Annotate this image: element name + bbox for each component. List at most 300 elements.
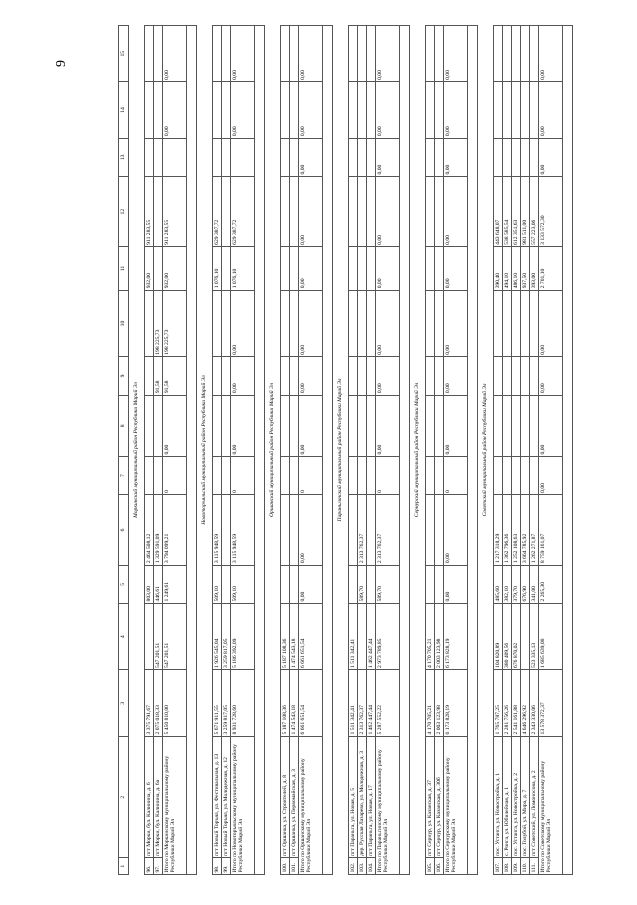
value-cell: [435, 357, 444, 395]
value-cell: 3 664 785,92: [521, 495, 530, 565]
value-cell: [358, 26, 367, 82]
row-number: 109.: [512, 858, 521, 875]
value-cell: [349, 357, 358, 395]
column-number: 12: [119, 177, 129, 247]
region-title: Советский муниципальный район Республики Марий Эл: [478, 26, 494, 875]
value-cell: 523 335,13: [530, 603, 539, 669]
total-value-cell: 3 133 572,30: [539, 177, 563, 247]
spacer-cell: [187, 26, 197, 875]
value-cell: [530, 138, 539, 176]
value-cell: 393,00: [530, 247, 539, 290]
value-cell: [426, 395, 435, 456]
total-value-cell: [231, 138, 255, 176]
total-value-cell: 0,00: [376, 290, 400, 356]
value-cell: [530, 357, 539, 395]
value-cell: [367, 247, 376, 290]
total-value-cell: 0,00: [376, 138, 400, 176]
value-cell: [145, 395, 154, 456]
row-number: 104.: [367, 858, 376, 875]
total-value-cell: 0,00: [539, 138, 563, 176]
value-cell: [349, 247, 358, 290]
value-cell: [213, 26, 222, 82]
table-row: [530, 26, 539, 875]
value-cell: [222, 565, 231, 603]
total-value-cell: 0,00: [444, 290, 468, 356]
address-cell: пгт Сернур, ул. Казанская, д. 37: [426, 736, 435, 857]
value-cell: [213, 357, 222, 395]
value-cell: 1 362 796,36: [503, 495, 512, 565]
total-value-cell: 8 759 161,07: [539, 495, 563, 565]
value-cell: [281, 82, 290, 138]
address-cell: пгт Оршанка, ул. Строителей, д. 8: [281, 736, 290, 857]
value-cell: [213, 290, 222, 356]
table-row: [435, 26, 444, 875]
value-cell: [222, 247, 231, 290]
value-cell: [290, 495, 299, 565]
total-value-cell: 547 201,51: [163, 603, 187, 669]
address-cell: пгт Морки, бул. Калинина, д. 6: [145, 736, 154, 857]
budget-table: [118, 25, 573, 875]
value-cell: [145, 82, 154, 138]
row-number: 101.: [290, 858, 299, 875]
total-value-cell: 0,00: [444, 395, 468, 456]
value-cell: 547 201,51: [154, 603, 163, 669]
value-cell: [367, 26, 376, 82]
region-title: Моркинский муниципальный район Республики Марий Эл: [129, 26, 145, 875]
region-title: Новоторъяльский муниципальный район Республики Марий Эл: [197, 26, 213, 875]
value-cell: [145, 26, 154, 82]
value-cell: [435, 138, 444, 176]
value-cell: [503, 395, 512, 456]
value-cell: [222, 357, 231, 395]
value-cell: 538 585,54: [503, 177, 512, 247]
total-value-cell: 0,00: [539, 82, 563, 138]
value-cell: [290, 395, 299, 456]
address-cell: с. Ронга, ул. Юбилейная, д. 1: [503, 736, 512, 857]
total-value-cell: 0,00: [163, 26, 187, 82]
value-cell: [213, 82, 222, 138]
value-cell: [367, 395, 376, 456]
value-cell: [358, 138, 367, 176]
total-value-cell: 0,00: [444, 565, 468, 603]
row-number: 100.: [281, 858, 290, 875]
value-cell: 803,00: [145, 565, 154, 603]
total-value-cell: 0,00: [539, 26, 563, 82]
row-number: 98.: [213, 858, 222, 875]
value-cell: [349, 495, 358, 565]
value-cell: [521, 456, 530, 494]
value-cell: [521, 603, 530, 669]
value-cell: 629 387,72: [213, 177, 222, 247]
total-row: [299, 26, 323, 875]
address-cell: пгт Оршанка, ул. Первомайская, д. 3: [290, 736, 299, 857]
value-cell: 2 343 330,06: [530, 670, 539, 736]
value-cell: [426, 138, 435, 176]
table-row: [521, 26, 530, 875]
address-cell: пгт Новый Торъял, ул. Молодежная, д. 12: [222, 736, 231, 857]
value-cell: [426, 177, 435, 247]
total-value-cell: 0,00: [444, 138, 468, 176]
spacer-cell: [468, 26, 478, 875]
value-cell: 1 511 342,41: [349, 603, 358, 669]
address-cell: пос. Голубой, ул. Мира, д. 7: [521, 736, 530, 857]
value-cell: 4 170 705,21: [426, 670, 435, 736]
column-number-header: [119, 26, 129, 875]
table-row: [281, 26, 290, 875]
value-cell: [503, 82, 512, 138]
value-cell: 1 474 543,18: [290, 670, 299, 736]
total-row: [444, 26, 468, 875]
row-number: 108.: [503, 858, 512, 875]
value-cell: [281, 565, 290, 603]
value-cell: [281, 247, 290, 290]
column-number: 4: [119, 603, 129, 669]
total-value-cell: 0: [299, 456, 323, 494]
value-cell: [426, 495, 435, 565]
row-number: 111.: [530, 858, 539, 875]
total-value-cell: 0,00: [539, 456, 563, 494]
column-number: 3: [119, 670, 129, 736]
value-cell: 4 646 296,92: [521, 670, 530, 736]
value-cell: [222, 495, 231, 565]
value-cell: [349, 565, 358, 603]
value-cell: [512, 26, 521, 82]
value-cell: [435, 177, 444, 247]
value-cell: [367, 138, 376, 176]
table-body: [129, 26, 573, 875]
total-value-cell: 2 313 762,37: [376, 495, 400, 565]
value-cell: 446,61: [154, 565, 163, 603]
value-cell: [503, 456, 512, 494]
value-cell: 1 262 271,87: [530, 495, 539, 565]
total-value-cell: 0,00: [299, 247, 323, 290]
value-cell: 1 217 318,29: [494, 495, 503, 565]
table-row: [367, 26, 376, 875]
value-cell: 589,70: [358, 565, 367, 603]
spacer-cell: [255, 26, 265, 875]
total-value-cell: 0,00: [444, 82, 468, 138]
value-cell: [349, 456, 358, 494]
total-value-cell: 0,00: [299, 357, 323, 395]
value-cell: 937,50: [521, 247, 530, 290]
total-value-cell: 0,00: [376, 357, 400, 395]
total-value-cell: 3 794 099,21: [163, 495, 187, 565]
total-label: Итого по Параньгинскому муниципальному району Республики Марий Эл: [376, 736, 400, 874]
value-cell: 932,00: [145, 247, 154, 290]
address-cell: пгт Сернур, ул. Казанская, д. 30б: [435, 736, 444, 857]
value-cell: [290, 565, 299, 603]
value-cell: [145, 138, 154, 176]
column-number: 5: [119, 565, 129, 603]
region-row: [478, 26, 494, 875]
value-cell: [521, 82, 530, 138]
value-cell: [281, 495, 290, 565]
value-cell: [521, 395, 530, 456]
value-cell: 1 462 447,44: [367, 603, 376, 669]
row-number: 102.: [349, 858, 358, 875]
value-cell: [358, 82, 367, 138]
total-value-cell: 1 685 639,00: [539, 603, 563, 669]
total-value-cell: 0: [231, 456, 255, 494]
spacer-row: [187, 26, 197, 875]
value-cell: 1 076,10: [213, 247, 222, 290]
value-cell: 1 462 447,44: [367, 670, 376, 736]
total-value-cell: 6 661 651,54: [299, 670, 323, 736]
total-value-cell: 0,00: [163, 82, 187, 138]
value-cell: [222, 26, 231, 82]
value-cell: [213, 395, 222, 456]
value-cell: [290, 357, 299, 395]
value-cell: [290, 177, 299, 247]
value-cell: [145, 290, 154, 356]
value-cell: 981 511,00: [521, 177, 530, 247]
value-cell: [349, 290, 358, 356]
table-row: [222, 26, 231, 875]
value-cell: 443 648,07: [494, 177, 503, 247]
total-value-cell: 0,00: [539, 395, 563, 456]
table-row: [154, 26, 163, 875]
value-cell: [426, 247, 435, 290]
table-row: [426, 26, 435, 875]
total-value-cell: 6 173 828,19: [444, 670, 468, 736]
value-cell: 341,00: [530, 565, 539, 603]
value-cell: 104 820,89: [494, 603, 503, 669]
value-cell: [512, 456, 521, 494]
value-cell: [494, 290, 503, 356]
total-label: Итого по Моркинскому муниципальному району Республики Марий Эл: [163, 736, 187, 874]
total-value-cell: 0,00: [444, 357, 468, 395]
value-cell: 5 671 911,55: [213, 670, 222, 736]
value-cell: 2 003 123,98: [435, 670, 444, 736]
value-cell: [290, 456, 299, 494]
total-value-cell: 0,00: [231, 395, 255, 456]
value-cell: 390,40: [494, 247, 503, 290]
value-cell: [521, 138, 530, 176]
region-title: Сернурский муниципальный район Республики Марий Эл: [410, 26, 426, 875]
value-cell: [154, 82, 163, 138]
column-number: 11: [119, 247, 129, 290]
total-row: [231, 26, 255, 875]
total-value-cell: 932,00: [163, 247, 187, 290]
value-cell: [494, 82, 503, 138]
value-cell: [435, 247, 444, 290]
value-cell: 2 464 508,12: [145, 495, 154, 565]
total-value-cell: 629 387,72: [231, 177, 255, 247]
value-cell: [521, 357, 530, 395]
total-value-cell: 0,00: [299, 138, 323, 176]
value-cell: [349, 395, 358, 456]
region-row: [265, 26, 281, 875]
value-cell: [358, 395, 367, 456]
spacer-row: [323, 26, 333, 875]
total-value-cell: 0,00: [539, 357, 563, 395]
value-cell: 380 409,56: [503, 603, 512, 669]
value-cell: 612 351,63: [512, 177, 521, 247]
column-number: 14: [119, 82, 129, 138]
value-cell: 676 870,02: [512, 603, 521, 669]
address-cell: пгт Советский, ул. Ломоносова, д. 2: [530, 736, 539, 857]
column-number: 9: [119, 357, 129, 395]
table-row: [213, 26, 222, 875]
table-row: [503, 26, 512, 875]
region-row: [333, 26, 349, 875]
spacer-row: [400, 26, 410, 875]
table-row: [358, 26, 367, 875]
page-number: 9: [54, 60, 69, 67]
value-cell: [494, 138, 503, 176]
value-cell: [367, 82, 376, 138]
value-cell: 557 223,06: [530, 177, 539, 247]
value-cell: [290, 247, 299, 290]
column-number: 7: [119, 456, 129, 494]
value-cell: 1 926 545,04: [213, 603, 222, 669]
address-cell: пос. Устанга, ул. Новостройка, д. 2: [512, 736, 521, 857]
value-cell: [349, 138, 358, 176]
table-row: [145, 26, 154, 875]
address-cell: дер. Русская Лазарево, ул. Молодежная, д. 3: [358, 736, 367, 857]
value-cell: [426, 565, 435, 603]
total-value-cell: 5 186 392,09: [231, 603, 255, 669]
total-value-cell: 0,00: [231, 82, 255, 138]
value-cell: 494,10: [503, 247, 512, 290]
column-number: 1: [119, 858, 129, 875]
address-cell: пгт Параньга, ул. Новая, д. 17: [367, 736, 376, 857]
address-cell: пос. Устанга, ул. Новостройка, д. 1: [494, 736, 503, 857]
total-value-cell: 0: [163, 456, 187, 494]
region-title: Оршанский муниципальный район Республики Марий Эл: [265, 26, 281, 875]
region-row: [129, 26, 145, 875]
total-value-cell: 0,00: [299, 495, 323, 565]
value-cell: [367, 357, 376, 395]
total-value-cell: 0,00: [299, 82, 323, 138]
value-cell: [349, 177, 358, 247]
total-value-cell: 1 076,10: [231, 247, 255, 290]
total-value-cell: 0,00: [376, 395, 400, 456]
value-cell: 3 375 791,67: [145, 670, 154, 736]
total-value-cell: 911 283,55: [163, 177, 187, 247]
value-cell: [426, 26, 435, 82]
total-row: [163, 26, 187, 875]
table-row: [290, 26, 299, 875]
value-cell: [435, 26, 444, 82]
value-cell: [367, 565, 376, 603]
value-cell: [358, 290, 367, 356]
value-cell: [281, 138, 290, 176]
value-cell: [290, 26, 299, 82]
value-cell: 3 115 948,59: [213, 495, 222, 565]
value-cell: [367, 290, 376, 356]
value-cell: 1 329 591,09: [154, 495, 163, 565]
row-number: 110.: [521, 858, 530, 875]
value-cell: 198 225,73: [154, 290, 163, 356]
total-row: [539, 26, 563, 875]
value-cell: [145, 357, 154, 395]
table-row: [494, 26, 503, 875]
value-cell: [154, 26, 163, 82]
total-value-cell: 198 225,73: [163, 290, 187, 356]
value-cell: [521, 26, 530, 82]
total-value-cell: 0,00: [376, 177, 400, 247]
value-cell: 911 283,55: [145, 177, 154, 247]
total-value-cell: 0: [376, 456, 400, 494]
value-cell: [435, 395, 444, 456]
value-cell: 379,70: [512, 565, 521, 603]
address-cell: пгт Морки, бул. Калинина, д. 6а: [154, 736, 163, 857]
value-cell: [358, 247, 367, 290]
total-value-cell: 0,00: [444, 495, 468, 565]
total-label: Итого по Сернурскому муниципальному району Республики Марий Эл: [444, 736, 468, 874]
total-value-cell: 0,00: [444, 247, 468, 290]
value-cell: 676,90: [521, 565, 530, 603]
value-cell: [290, 138, 299, 176]
total-value-cell: 5 287 552,22: [376, 670, 400, 736]
value-cell: [358, 357, 367, 395]
value-cell: [521, 290, 530, 356]
row-number: 105.: [426, 858, 435, 875]
value-cell: [281, 456, 290, 494]
value-cell: [426, 357, 435, 395]
value-cell: [213, 456, 222, 494]
total-value-cell: 13 578 372,37: [539, 670, 563, 736]
value-cell: [435, 495, 444, 565]
value-cell: [367, 495, 376, 565]
value-cell: 485,60: [494, 565, 503, 603]
row-number: 96.: [145, 858, 154, 875]
total-label: Итого по Оршанскому муниципальному району Республики Марий Эл: [299, 736, 323, 874]
value-cell: 486,10: [512, 247, 521, 290]
column-number: 8: [119, 395, 129, 456]
address-cell: пгт Новый Торъял, ул. Фестивальная, д. 13: [213, 736, 222, 857]
total-value-cell: 589,70: [376, 565, 400, 603]
value-cell: [281, 177, 290, 247]
value-cell: [503, 26, 512, 82]
value-cell: [281, 357, 290, 395]
value-cell: [435, 82, 444, 138]
value-cell: [503, 357, 512, 395]
total-value-cell: 0,00: [539, 290, 563, 356]
total-value-cell: 0,00: [376, 26, 400, 82]
total-value-cell: 0,00: [376, 82, 400, 138]
value-cell: [503, 138, 512, 176]
value-cell: [530, 456, 539, 494]
value-cell: [494, 357, 503, 395]
total-value-cell: 6 661 651,54: [299, 603, 323, 669]
row-number: 106.: [435, 858, 444, 875]
value-cell: 4 170 705,21: [426, 603, 435, 669]
value-cell: [281, 290, 290, 356]
value-cell: [154, 395, 163, 456]
value-cell: [494, 456, 503, 494]
value-cell: [358, 456, 367, 494]
value-cell: [349, 26, 358, 82]
total-value-cell: 0,00: [299, 565, 323, 603]
value-cell: 3 259 817,05: [222, 670, 231, 736]
value-cell: [530, 26, 539, 82]
value-cell: [145, 603, 154, 669]
column-number: 6: [119, 495, 129, 565]
value-cell: 3 259 817,05: [222, 603, 231, 669]
value-cell: [222, 177, 231, 247]
column-number: 2: [119, 736, 129, 857]
total-value-cell: 0,00: [299, 177, 323, 247]
value-cell: [426, 456, 435, 494]
spacer-row: [255, 26, 265, 875]
region-row: [410, 26, 426, 875]
value-cell: [213, 138, 222, 176]
value-cell: 5 187 108,36: [281, 670, 290, 736]
value-cell: [435, 565, 444, 603]
value-cell: [503, 290, 512, 356]
